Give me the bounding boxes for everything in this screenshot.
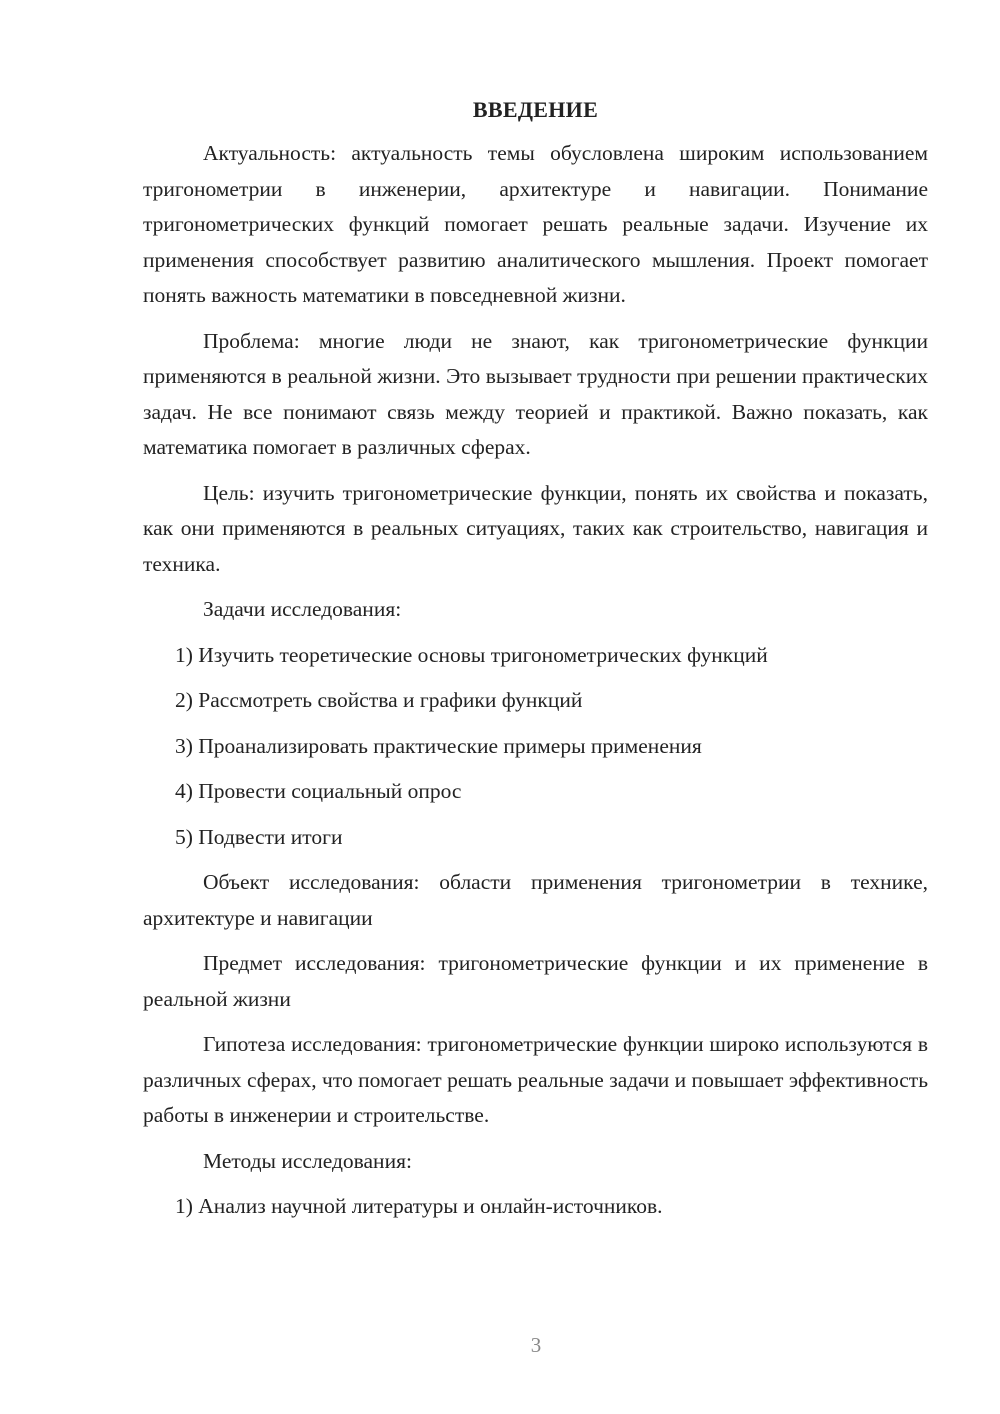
hypothesis-paragraph: Гипотеза исследования: тригонометрические функции широко используются в различных сферах, что помогает решать реальные задачи и повышает эффективность работы в инженерии и строительстве. <box>143 1032 928 1127</box>
task-item: 1) Изучить теоретические основы тригонометрических функций <box>175 642 768 667</box>
object-paragraph: Объект исследования: области применения тригонометрии в технике, архитектуре и навигации <box>143 870 928 930</box>
methods-heading: Методы исследования: <box>203 1148 412 1173</box>
relevance-paragraph: Актуальность: актуальность темы обусловлена широким использованием тригонометрии в инженерии, архитектуре и навигации. Понимание тригонометрических функций помогает решать реальные задачи. Изучение их применения способствует развитию аналитического мышления. Проект помогает понять важность математики в повседневной жизни. <box>143 141 928 307</box>
method-item: 1) Анализ научной литературы и онлайн-источников. <box>175 1194 663 1218</box>
problem-paragraph: Проблема: многие люди не знают, как тригонометрические функции применяются в реальной жизни. Это вызывает трудности при решении практических задач. Не все понимают связь между теорией и практикой. Важно показать, как математика помогает в различных сферах. <box>143 328 928 459</box>
task-item: 2) Рассмотреть свойства и графики функций <box>175 688 583 712</box>
task-item: 5) Подвести итоги <box>175 824 343 849</box>
document-page <box>143 92 928 1235</box>
subject-paragraph: Предмет исследования: тригонометрические функции и их применение в реальной жизни <box>143 951 928 1011</box>
goal-paragraph: Цель: изучить тригонометрические функции, понять их свойства и показать, как они применяются в реальных ситуациях, таких как строительство, навигация и техника. <box>143 480 928 576</box>
tasks-heading: Задачи исследования: <box>203 597 402 621</box>
task-item: 4) Провести социальный опрос <box>175 779 462 803</box>
page-number: 3 <box>530 1333 542 1357</box>
section-title: ВВЕДЕНИЕ <box>472 97 599 122</box>
task-item: 3) Проанализировать практические примеры применения <box>175 733 702 758</box>
